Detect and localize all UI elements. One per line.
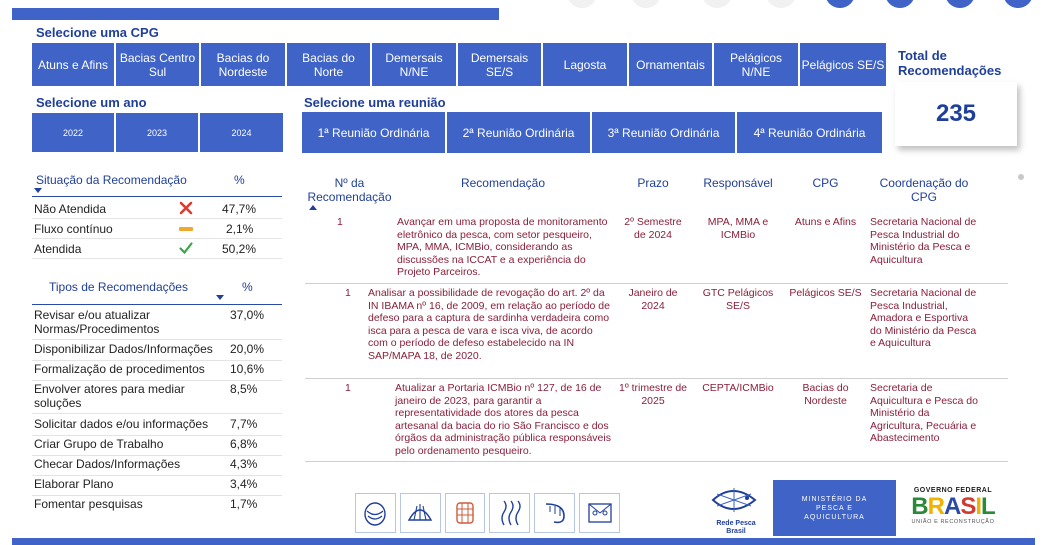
meeting-filter bbox=[302, 112, 882, 153]
cell-cpg: Bacias do Nordeste bbox=[802, 382, 849, 407]
tipo-row[interactable] bbox=[32, 497, 282, 516]
tipo-pct: 6,8% bbox=[230, 437, 258, 451]
total-label-line1: Total de bbox=[898, 48, 947, 63]
tipo-row[interactable] bbox=[32, 477, 282, 496]
cpg-option-atuns[interactable]: Atuns e Afins bbox=[32, 43, 116, 86]
year-option-2023[interactable]: 2023 bbox=[116, 113, 200, 152]
nav-circle-button[interactable] bbox=[825, 0, 855, 8]
shell-icon bbox=[355, 493, 396, 533]
scrollbar-thumb[interactable] bbox=[1018, 174, 1024, 180]
tipo-row[interactable] bbox=[32, 457, 282, 476]
situacao-pct: 47,7% bbox=[222, 202, 257, 216]
cell-cpg: Pelágicos SE/S bbox=[789, 287, 862, 299]
tipo-pct: 37,0% bbox=[230, 308, 265, 322]
rede-pesca-text bbox=[705, 520, 767, 536]
cell-responsavel: CEPTA/ICMBio bbox=[702, 382, 774, 394]
cell-coordenacao: Secretaria Nacional de Pesca Industrial, Amadora e Esportiva do Ministério da Pesca e Aquicultura bbox=[870, 287, 977, 350]
tipos-header-pct[interactable]: % bbox=[242, 280, 253, 294]
situacao-row[interactable] bbox=[32, 239, 282, 259]
situacao-label: Fluxo contínuo bbox=[34, 222, 113, 236]
total-label-line2: Recomendações bbox=[898, 63, 1002, 78]
decorative-circle bbox=[766, 0, 796, 8]
year-option-2022[interactable]: 2022 bbox=[32, 113, 116, 152]
dash-icon bbox=[178, 223, 194, 237]
mpa-line1: MINISTÉRIO DA bbox=[801, 495, 868, 503]
sort-desc-icon[interactable] bbox=[34, 188, 42, 193]
tipo-pct: 1,7% bbox=[230, 497, 258, 511]
year-filter bbox=[32, 113, 283, 152]
col-header-prazo[interactable]: Prazo bbox=[637, 176, 669, 190]
mpa-line3: AQUICULTURA bbox=[804, 513, 865, 521]
table-row[interactable] bbox=[305, 281, 1008, 379]
decorative-circle bbox=[567, 0, 597, 8]
cpg-option-demersais-ses[interactable]: Demersais SE/S bbox=[458, 43, 543, 86]
cpg-option-pelagicos-nne[interactable]: Pelágicos N/NE bbox=[714, 43, 800, 86]
situacao-header-pct[interactable]: % bbox=[234, 173, 245, 187]
top-accent-bar bbox=[12, 8, 499, 20]
bottom-accent-bar bbox=[12, 538, 1035, 545]
cpg-option-pelagicos-ses[interactable]: Pelágicos SE/S bbox=[800, 43, 886, 86]
decorative-circle bbox=[702, 0, 732, 8]
cell-prazo: 1º trimestre de 2025 bbox=[618, 382, 688, 407]
decorative-circle bbox=[631, 0, 661, 8]
situacao-row[interactable] bbox=[32, 199, 282, 219]
cpg-option-demersais-nne[interactable]: Demersais N/NE bbox=[372, 43, 458, 86]
cpg-option-ornamentais[interactable]: Ornamentais bbox=[629, 43, 714, 86]
cell-prazo: 2º Semestre de 2024 bbox=[624, 216, 682, 241]
col-header-coordenacao[interactable]: Coordenação do CPG bbox=[879, 176, 969, 204]
total-label bbox=[898, 48, 1001, 78]
situacao-label: Não Atendida bbox=[34, 202, 107, 216]
tipo-label: Solicitar dados e/ou informações bbox=[34, 417, 209, 431]
col-header-responsavel[interactable]: Responsável bbox=[703, 176, 773, 190]
mpa-line2: PESCA E bbox=[816, 504, 853, 512]
cell-prazo: Janeiro de 2024 bbox=[628, 287, 678, 312]
situacao-label: Atendida bbox=[34, 242, 82, 256]
x-icon bbox=[178, 200, 194, 219]
tipo-pct: 4,3% bbox=[230, 457, 258, 471]
situacao-pct: 2,1% bbox=[226, 222, 254, 236]
cell-responsavel: GTC Pelágicos SE/S bbox=[702, 287, 774, 312]
tipo-row[interactable] bbox=[32, 417, 282, 436]
col-header-numero[interactable]: Nº da Recomendação bbox=[307, 176, 392, 204]
col-header-recomendacao[interactable]: Recomendação bbox=[460, 176, 546, 190]
cpg-filter bbox=[32, 43, 886, 86]
cell-recomendacao: Atualizar a Portaria ICMBio nº 127, de 16 de janeiro de 2023, para garantir a representatividade dos atores da pesca artesanal da bacia do rio São Francisco e dos órgãos da administração pública responsáveis pelo ordenamento pesqueiro. bbox=[395, 382, 611, 457]
tipo-pct: 7,7% bbox=[230, 417, 258, 431]
cpg-option-bacias-nordeste[interactable]: Bacias do Nordeste bbox=[201, 43, 287, 86]
tipo-label: Formalização de procedimentos bbox=[34, 362, 205, 376]
tipo-pct: 3,4% bbox=[230, 477, 258, 491]
rede-pesca-line2: Brasil bbox=[726, 528, 746, 535]
tipo-label: Elaborar Plano bbox=[34, 477, 114, 491]
net-icon bbox=[579, 493, 620, 533]
check-icon bbox=[178, 240, 194, 259]
total-recommendations-card: 235 bbox=[895, 82, 1017, 146]
gov-brasil-text: BRASIL bbox=[911, 493, 995, 520]
divider bbox=[32, 196, 282, 197]
cpg-filter-title: Selecione uma CPG bbox=[36, 25, 159, 40]
situacao-row[interactable] bbox=[32, 219, 282, 239]
meeting-option-1[interactable]: 1ª Reunião Ordinária bbox=[302, 112, 447, 153]
tipo-label: Fomentar pesquisas bbox=[34, 497, 143, 511]
cpg-option-bacias-centro-sul[interactable]: Bacias Centro Sul bbox=[116, 43, 201, 86]
cell-recomendacao: Analisar a possibilidade de revogação do art. 2º da IN IBAMA nº 16, de 2009, em relação ao período de defeso para a captura de sardinha verdadeira como isca para a pesca de vara e isca viva, de acordo com o período de defeso estabelecido na IN SAP/MAPA 18, de 2020. bbox=[368, 287, 610, 362]
cell-numero: 1 bbox=[337, 216, 343, 228]
lobster-trap-icon bbox=[445, 493, 486, 533]
cell-coordenacao: Secretaria de Aquicultura e Pesca do Ministério da Agricultura, Pecuária e Abastecimento bbox=[870, 382, 978, 445]
tipo-row[interactable] bbox=[32, 342, 282, 361]
cell-cpg: Atuns e Afins bbox=[794, 216, 857, 228]
seaweed-icon bbox=[489, 493, 530, 533]
situacao-pct: 50,2% bbox=[222, 242, 257, 256]
shrimp-icon bbox=[534, 493, 575, 533]
tipo-pct: 8,5% bbox=[230, 382, 258, 396]
meeting-option-3[interactable]: 3ª Reunião Ordinária bbox=[592, 112, 737, 153]
tipo-row[interactable] bbox=[32, 308, 282, 340]
nav-circle-button[interactable] bbox=[885, 0, 915, 8]
meeting-option-2[interactable]: 2ª Reunião Ordinária bbox=[447, 112, 592, 153]
rede-pesca-line1: Rede Pesca bbox=[716, 520, 756, 527]
cpg-option-lagosta[interactable]: Lagosta bbox=[543, 43, 629, 86]
cell-recomendacao: Avançar em uma proposta de monitoramento eletrônico da pesca, com setor pesqueiro, MPA, MMA, ICMBio, considerando as discussões na ICCAT e a experiência do Projeto Parceiros. bbox=[397, 216, 608, 279]
meeting-option-4[interactable]: 4ª Reunião Ordinária bbox=[737, 112, 882, 153]
year-option-2024[interactable]: 2024 bbox=[200, 113, 283, 152]
tipo-pct: 10,6% bbox=[230, 362, 265, 376]
tipo-row[interactable] bbox=[32, 362, 282, 381]
gov-top-text: GOVERNO FEDERAL bbox=[913, 487, 993, 494]
tipo-label: Criar Grupo de Trabalho bbox=[34, 437, 164, 451]
cell-responsavel: MPA, MMA e ICMBio bbox=[707, 216, 769, 241]
meeting-filter-title: Selecione uma reunião bbox=[304, 95, 446, 110]
nav-circle-button[interactable] bbox=[945, 0, 975, 8]
tipo-row[interactable] bbox=[32, 382, 282, 414]
tipo-pct: 20,0% bbox=[230, 342, 265, 356]
gov-sub-text: UNIÃO E RECONSTRUÇÃO bbox=[911, 519, 995, 525]
year-filter-title: Selecione um ano bbox=[36, 95, 147, 110]
fishery-icons-strip bbox=[355, 493, 620, 535]
tipo-label: Disponibilizar Dados/Informações bbox=[34, 342, 213, 356]
tipo-label: Envolver atores para mediar soluções bbox=[34, 382, 185, 410]
situacao-header-label[interactable]: Situação da Recomendação bbox=[36, 173, 187, 187]
ministerio-pesca-logo bbox=[773, 480, 896, 536]
divider bbox=[32, 304, 282, 305]
col-header-cpg[interactable]: CPG bbox=[812, 176, 839, 190]
tipo-row[interactable] bbox=[32, 437, 282, 456]
table-row[interactable] bbox=[305, 376, 1008, 462]
nav-circle-button[interactable] bbox=[1003, 0, 1033, 8]
cpg-option-bacias-norte[interactable]: Bacias do Norte bbox=[287, 43, 372, 86]
tipo-label: Revisar e/ou atualizar Normas/Procedimentos bbox=[34, 308, 160, 336]
tipos-header-label[interactable]: Tipos de Recomendações bbox=[49, 280, 188, 294]
tipo-label: Checar Dados/Informações bbox=[34, 457, 181, 471]
cell-numero: 1 bbox=[345, 287, 351, 299]
governo-federal-logo bbox=[903, 480, 1003, 536]
cell-numero: 1 bbox=[345, 382, 351, 394]
cell-coordenacao: Secretaria Nacional de Pesca Industrial do Ministério da Pesca e Aquicultura bbox=[870, 216, 977, 266]
table-row[interactable] bbox=[305, 210, 1008, 284]
sort-desc-icon[interactable] bbox=[216, 295, 224, 300]
scallop-icon bbox=[400, 493, 441, 533]
